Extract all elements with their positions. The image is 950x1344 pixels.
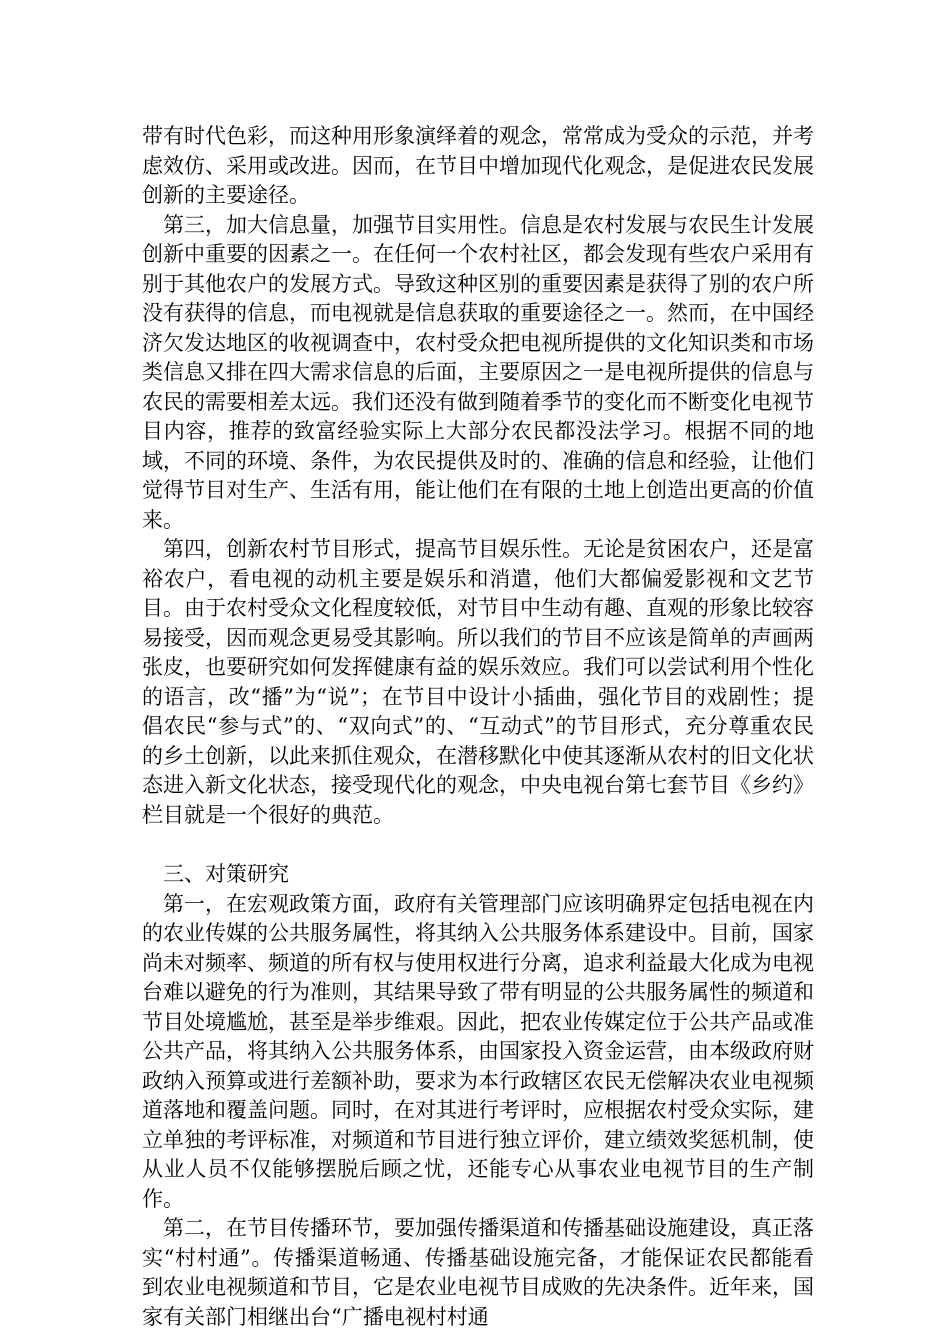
section-heading: 三、对策研究 bbox=[163, 862, 289, 886]
paragraph-fourth-point: 第四，创新农村节目形式，提高节目娱乐性。无论是贫困农户，还是富裕农户，看电视的动机主要是娱乐和消遣，他们大都偏爱影视和文艺节目。由于农村受众文化程度较低，对节目中生动有趣、直观的形象比较容易接受，因而观念更易受其影响。所以我们的节目不应该是简单的声画两张皮，也要研究如何发挥健康有益的娱乐效应。我们可以尝试利用个性化的语言，改“播”为“说”；在节目中设计小插曲，强化节目的戏剧性；提倡农民“参与式”的、“双向式”的、“互动式”的节目形式，充分尊重农民的乡土创新，以此来抓住观众，在潜移默化中使其逐渐从农村的旧文化状态进入新文化状态，接受现代化的观念，中央电视台第七套节目《乡约》栏目就是一个很好的典范。 bbox=[142, 537, 814, 827]
paragraph-policy-first: 第一，在宏观政策方面，政府有关管理部门应该明确界定包括电视在内的农业传媒的公共服务属性，将其纳入公共服务体系建设中。目前，国家尚未对频率、频道的所有权与使用权进行分离，追求利益最大化成为电视台难以避免的行为准则，其结果导致了带有明显的公共服务属性的频道和节目处境尴尬，甚至是举步维艰。因此，把农业传媒定位于公共产品或准公共产品，将其纳入公共服务体系，由国家投入资金运营，由本级政府财政纳入预算或进行差额补助，要求为本行政辖区农民无偿解决农业电视频道落地和覆盖问题。同时，在对其进行考评时，应根据农村受众实际，建立单独的考评标准，对频道和节目进行独立评价，建立绩效奖惩机制，使从业人员不仅能够摆脱后顾之忧，还能专心从事农业电视节目的生产制作。 bbox=[142, 891, 814, 1211]
paragraph-third-point: 第三，加大信息量，加强节目实用性。信息是农村发展与农民生计发展创新中重要的因素之一。在任何一个农村社区，都会发现有些农户采用有别于其他农户的发展方式。导致这种区别的重要因素是获得了别的农户所没有获得的信息，而电视就是信息获取的重要途径之一。然而，在中国经济欠发达地区的收视调查中，农村受众把电视所提供的文化知识类和市场类信息又排在四大需求信息的后面，主要原因之一是电视所提供的信息与农民的需要相差太远。我们还没有做到随着季节的变化而不断变化电视节目内容，推荐的致富经验实际上大部分农民都没法学习。根据不同的地域，不同的环境、条件，为农民提供及时的、准确的信息和经验，让他们觉得节目对生产、生活有用，能让他们在有限的土地上创造出更高的价值来。 bbox=[142, 212, 814, 532]
paragraph-policy-second: 第二，在节目传播环节，要加强传播渠道和传播基础设施建设，真正落实“村村通”。传播渠道畅通、传播基础设施完备，才能保证农民都能看到农业电视频道和节目，它是农业电视节目成败的先决条件。近年来，国家有关部门相继出台“广播电视村村通 bbox=[142, 1216, 814, 1329]
paragraph-continuation: 带有时代色彩，而这种用形象演绎着的观念，常常成为受众的示范，并考虑效仿、采用或改进。因而，在节目中增加现代化观念，是促进农民发展创新的主要途径。 bbox=[142, 124, 814, 207]
document-body bbox=[142, 122, 814, 1332]
